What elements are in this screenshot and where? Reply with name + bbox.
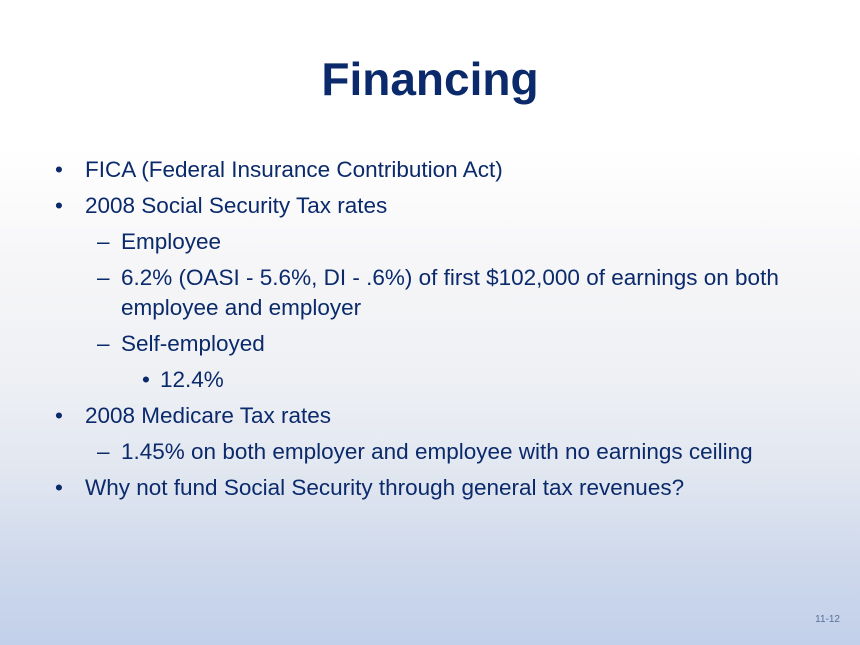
slide-number: 11-12 [815, 614, 840, 625]
bullet-ss-tax-rates [50, 191, 830, 221]
bullet-text: 12.4% [160, 367, 224, 392]
bullet-text: 6.2% (OASI - 5.6%, DI - .6%) of first $102,000 of earnings on both employee and employer [121, 265, 779, 320]
bullet-text: FICA (Federal Insurance Contribution Act) [85, 157, 503, 182]
bullet-fica [50, 155, 830, 185]
slide-title: Financing [321, 53, 539, 105]
bullet-text: 1.45% on both employer and employee with no earnings ceiling [121, 439, 753, 464]
dash-marker: – [97, 331, 110, 356]
bullet-list [50, 155, 830, 509]
bullet-marker: • [55, 157, 63, 182]
bullet-marker: • [142, 367, 150, 392]
dash-marker: – [97, 229, 110, 254]
bullet-medicare-tax-rates [50, 401, 830, 431]
sub-bullet-self-employed [50, 329, 830, 359]
sub-sub-bullet-rate [50, 365, 830, 395]
bullet-marker: • [55, 475, 63, 500]
bullet-text: Self-employed [121, 331, 265, 356]
dash-marker: – [97, 265, 110, 290]
bullet-marker: • [55, 193, 63, 218]
bullet-text: 2008 Medicare Tax rates [85, 403, 331, 428]
bullet-text: Why not fund Social Security through general tax revenues? [85, 475, 685, 500]
sub-bullet-medicare-detail [50, 437, 830, 467]
bullet-text: 2008 Social Security Tax rates [85, 193, 388, 218]
dash-marker: – [97, 439, 110, 464]
bullet-question [50, 473, 830, 503]
sub-bullet-rate-detail [50, 263, 830, 323]
bullet-text: Employee [121, 229, 222, 254]
sub-bullet-employee [50, 227, 830, 257]
bullet-marker: • [55, 403, 63, 428]
